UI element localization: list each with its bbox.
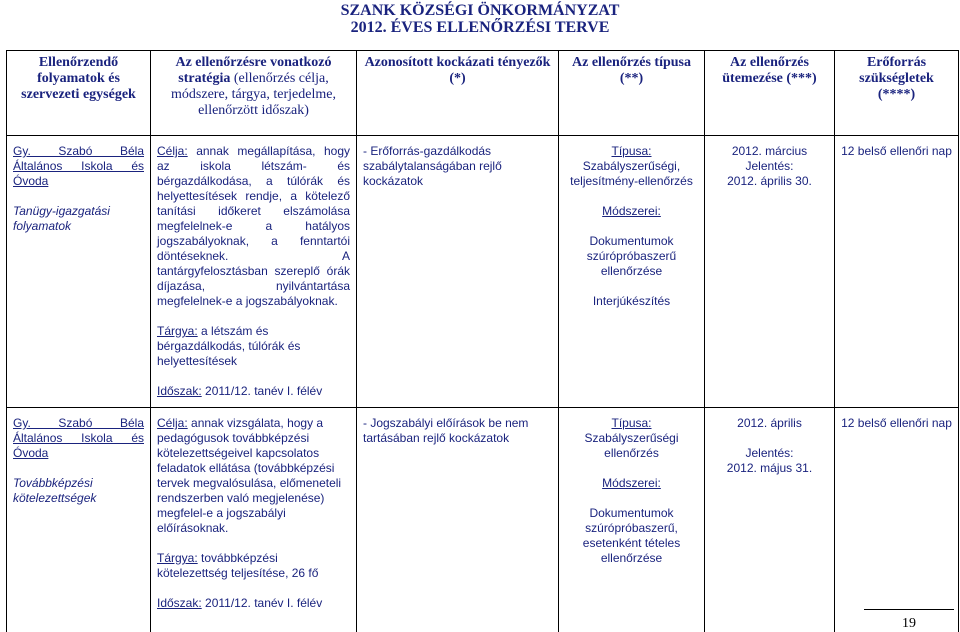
strategy-period: Időszak: 2011/12. tanév I. félév [157,596,323,610]
table-row [7,136,959,408]
column-header-type: Az ellenőrzés típusa (**) [559,51,705,136]
title-line-1: SZANK KÖZSÉGI ÖNKORMÁNYZAT [340,2,620,19]
unit-cell [7,136,151,408]
type-text: Szabályszerűségi ellenőrzés [584,431,679,460]
method-item: Dokumentumok szúrópróbaszerű ellenőrzése [586,234,677,278]
report-label: Jelentés: [745,446,794,460]
type-label: Típusa: [611,416,652,430]
audit-plan-table [6,50,959,632]
strategy-cell [151,408,357,632]
resource-cell [835,408,959,632]
document-title [0,2,960,36]
column-header-units: Ellenőrzendő folyamatok és szervezeti egységek [7,51,151,136]
type-label: Típusa: [611,144,652,158]
unit-name: Gy. Szabó Béla Általános Iskola és Óvoda [13,144,144,188]
unit-cell [7,408,151,632]
resource-cell [835,136,959,408]
column-header-strategy: Az ellenőrzésre vonatkozó stratégia (ellenőrzés célja, módszere, tárgya, terjedelme, ellenőrzött időszak) [151,51,357,136]
schedule-date: 2012. március [731,144,808,158]
schedule-date: 2012. április [737,416,802,430]
strategy-subject: Tárgya: a létszám és bérgazdálkodás, túlórák és helyettesítések [157,324,301,368]
strategy-cell [151,136,357,408]
type-cell [559,408,705,632]
risk-text: - Erőforrás-gazdálkodás szabálytalanságában rejlő kockázatok [363,144,502,188]
risk-cell [357,408,559,632]
method-item: Interjúkészítés [592,294,671,308]
strategy-goal: Célja: annak vizsgálata, hogy a pedagógusok továbbképzési kötelezettségeivel kapcsolatos feladatok ellátása (továbbképzési tervek megvalósulása, előmeneteli rendszerben való megjelenése) megfelel-e a jogszabályi előírásoknak. [157,416,342,535]
column-header-resources: Erőforrás szükségletek (****) [835,51,959,136]
page-number-rule [864,609,954,610]
report-date: 2012. május 31. [726,461,813,475]
process-name: Továbbképzési kötelezettségek [13,476,97,505]
resource-text: 12 belső ellenőri nap [841,144,952,158]
risk-text: - Jogszabályi előírások be nem tartásában rejlő kockázatok [363,416,529,445]
resource-text: 12 belső ellenőri nap [841,416,952,430]
strategy-subject: Tárgya: továbbképzési kötelezettség teljesítése, 26 fő [157,551,319,580]
method-item: Dokumentumok szúrópróbaszerű, esetenként tételes ellenőrzése [582,506,681,565]
table-row [7,408,959,632]
column-header-schedule: Az ellenőrzés ütemezése (***) [705,51,835,136]
report-date: 2012. április 30. [727,174,812,188]
methods-label: Módszerei: [602,204,661,218]
title-line-2: 2012. ÉVES ELLENŐRZÉSI TERVE [350,19,610,36]
risk-cell [357,136,559,408]
schedule-cell [705,408,835,632]
methods-label: Módszerei: [602,476,661,490]
strategy-goal: Célja: annak megállapítása, hogy az iskola létszám- és bérgazdálkodása, a túlórák és helyettesítések rendje, a kötelező tanítási időkeret elszámolása megfelelnek-e a hatályos jogszabályoknak, a fenntartói döntéseknek. A tantárgyfelosztásban szereplő órák díjazása, nyilvántartása megfelelnek-e a jogszabályoknak. [157,144,350,308]
unit-name: Gy. Szabó Béla Általános Iskola és Óvoda [13,416,144,460]
schedule-cell [705,136,835,408]
strategy-period: Időszak: 2011/12. tanév I. félév [157,384,323,398]
column-header-risks: Azonosított kockázati tényezők (*) [357,51,559,136]
type-text: Szabályszerűségi, teljesítmény-ellenőrzés [570,159,693,188]
report-label: Jelentés: [745,159,794,173]
table-header-row [7,51,959,136]
page-number: 19 [902,616,916,631]
type-cell [559,136,705,408]
process-name: Tanügy-igazgatási folyamatok [13,204,110,233]
